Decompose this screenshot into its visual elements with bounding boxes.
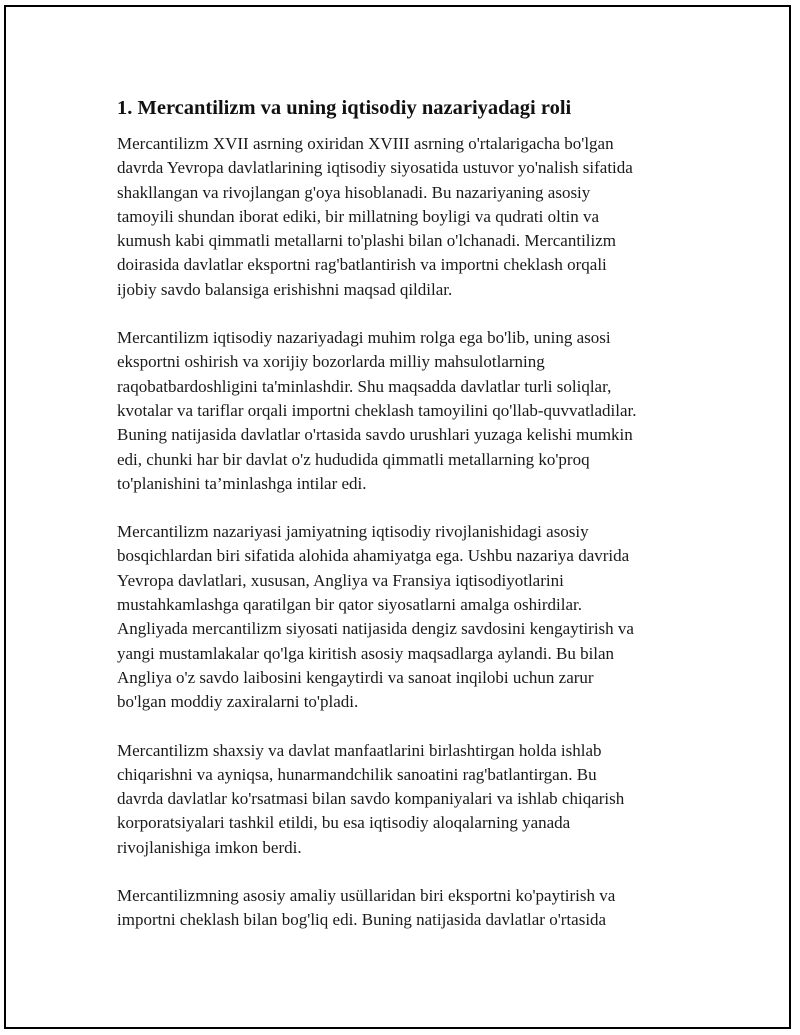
text-line: importni cheklash bilan bog'liq edi. Buning natijasida davlatlar o'rtasida xyxy=(117,910,607,930)
text-line: kvotalar va tariflar orqali importni cheklash tamoyilini qo'llab-quvvatladilar. xyxy=(117,400,637,420)
text-line: Mercantilizm iqtisodiy nazariyadagi muhim rolga ega bo'lib, uning asosi xyxy=(117,328,611,348)
paragraph-4 xyxy=(117,739,682,860)
document-body xyxy=(117,95,682,957)
text-line: yangi mustamlakalar qo'lga kiritish asosiy maqsadlarga aylandi. Bu bilan xyxy=(117,643,615,663)
text-line: Mercantilizmning asosiy amaliy usüllaridan biri eksportni ko'paytirish va xyxy=(117,886,616,906)
text-line: kumush kabi qimmatli metallarni to'plashi bilan o'lchanadi. Mercantilizm xyxy=(117,231,617,251)
text-line: Angliyada mercantilizm siyosati natijasida dengiz savdosini kengaytirish va xyxy=(117,619,634,639)
text-line: Mercantilizm shaxsiy va davlat manfaatlarini birlashtirgan holda ishlab xyxy=(117,740,602,760)
paragraph-2 xyxy=(117,326,682,496)
paragraph-3 xyxy=(117,520,682,714)
text-line: edi, chunki har bir davlat o'z hududida qimmatli metallarning ko'proq xyxy=(117,449,590,469)
text-line: shakllangan va rivojlangan g'oya hisoblanadi. Bu nazariyaning asosiy xyxy=(117,182,591,202)
text-line: tamoyili shundan iborat ediki, bir millatning boyligi va qudrati oltin va xyxy=(117,206,600,226)
text-line: eksportni oshirish va xorijiy bozorlarda milliy mahsulotlarning xyxy=(117,352,545,372)
text-line: mustahkamlashga qaratilgan bir qator siyosatlarni amalga oshirdilar. xyxy=(117,595,583,615)
text-line: Buning natijasida davlatlar o'rtasida savdo urushlari yuzaga kelishi mumkin xyxy=(117,425,633,445)
text-line: davrda davlatlar ko'rsatmasi bilan savdo kompaniyalari va ishlab chiqarish xyxy=(117,789,625,809)
text-line: bo'lgan moddiy zaxiralarni to'pladi. xyxy=(117,692,359,712)
paragraph-5 xyxy=(117,884,682,933)
text-line: to'planishini ta’minlashga intilar edi. xyxy=(117,473,367,493)
text-line: Mercantilizm XVII asrning oxiridan XVIII asrning o'rtalarigacha bo'lgan xyxy=(117,134,614,153)
text-line: Mercantilizm nazariyasi jamiyatning iqtisodiy rivojlanishidagi asosiy xyxy=(117,522,589,542)
text-line: bosqichlardan biri sifatida alohida ahamiyatga ega. Ushbu nazariya davrida xyxy=(117,546,630,566)
text-line: rivojlanishiga imkon berdi. xyxy=(117,837,302,857)
text-line: chiqarishni va ayniqsa, hunarmandchilik sanoatini rag'batlantirgan. Bu xyxy=(117,764,597,784)
text-line: raqobatbardoshligini ta'minlashdir. Shu maqsadda davlatlar turli soliqlar, xyxy=(117,376,612,396)
text-line: doirasida davlatlar eksportni rag'batlantirish va importni cheklash orqali xyxy=(117,255,607,275)
paragraph-1 xyxy=(117,132,682,302)
text-line: Angliya o'z savdo laibosini kengaytirdi va sanoat inqilobi uchun zarur xyxy=(117,667,594,687)
section-heading: 1. Mercantilizm va uning iqtisodiy nazariyadagi roli xyxy=(117,97,572,119)
text-line: ijobiy savdo balansiga erishishni maqsad qildilar. xyxy=(117,279,453,299)
text-line: Yevropa davlatlari, xususan, Angliya va Fransiya iqtisodiyotlarini xyxy=(117,570,564,590)
text-line: korporatsiyalari tashkil etildi, bu esa iqtisodiy aloqalarning yanada xyxy=(117,813,571,833)
text-line: davrda Yevropa davlatlarining iqtisodiy siyosatida ustuvor yo'nalish sifatida xyxy=(117,158,633,178)
